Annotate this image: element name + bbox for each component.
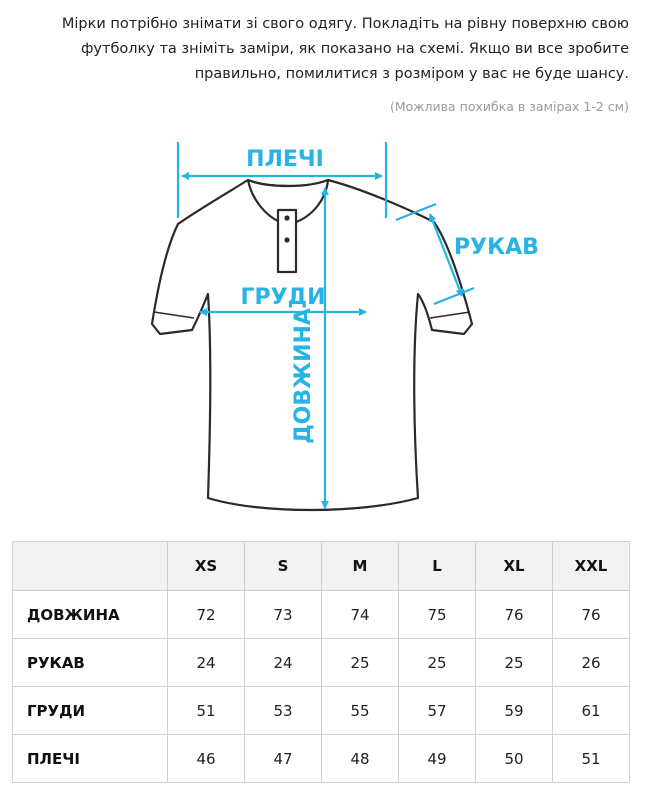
size-header-row [13,542,630,591]
table-cell: 59 [476,687,553,735]
table-cell: 72 [168,591,245,639]
table-row [13,591,630,639]
label-length: ДОВЖИНА [291,308,316,444]
measurement-note: (Можлива похибка в замірах 1-2 см) [389,99,629,114]
row-label: ДОВЖИНА [13,591,168,639]
label-chest: ГРУДИ [240,285,326,310]
size-header: L [399,542,476,591]
table-row [13,735,630,783]
table-cell: 47 [245,735,322,783]
size-header: XXL [553,542,630,591]
table-cell: 46 [168,735,245,783]
size-header: S [245,542,322,591]
table-cell: 61 [553,687,630,735]
size-header: XL [476,542,553,591]
size-header: XS [168,542,245,591]
table-cell: 51 [168,687,245,735]
label-shoulders: ПЛЕЧІ [246,147,324,172]
table-cell: 48 [322,735,399,783]
table-cell: 50 [476,735,553,783]
table-row [13,639,630,687]
header-corner [13,542,168,591]
polo-measurement-diagram [140,136,540,526]
table-cell: 76 [476,591,553,639]
table-cell: 57 [399,687,476,735]
table-cell: 25 [476,639,553,687]
row-label: ГРУДИ [13,687,168,735]
table-cell: 75 [399,591,476,639]
row-label: ПЛЕЧІ [13,735,168,783]
table-cell: 74 [322,591,399,639]
intro-text: Мірки потрібно знімати зі свого одягу. Покладіть на рівну поверхню свою футболку та зніміть заміри, як показано на схемі. Якщо ви все зробите правильно, помилитися з розміром у вас не буде шансу. [61,16,629,82]
table-cell: 51 [553,735,630,783]
row-label: РУКАВ [13,639,168,687]
table-row [13,687,630,735]
table-cell: 24 [245,639,322,687]
button-bottom [284,237,289,242]
size-table [12,541,630,783]
table-cell: 49 [399,735,476,783]
table-cell: 55 [322,687,399,735]
button-top [284,215,289,220]
table-cell: 25 [322,639,399,687]
table-cell: 73 [245,591,322,639]
label-sleeve: РУКАВ [454,235,539,260]
table-cell: 25 [399,639,476,687]
table-cell: 26 [553,639,630,687]
table-cell: 53 [245,687,322,735]
table-cell: 76 [553,591,630,639]
table-cell: 24 [168,639,245,687]
size-header: M [322,542,399,591]
